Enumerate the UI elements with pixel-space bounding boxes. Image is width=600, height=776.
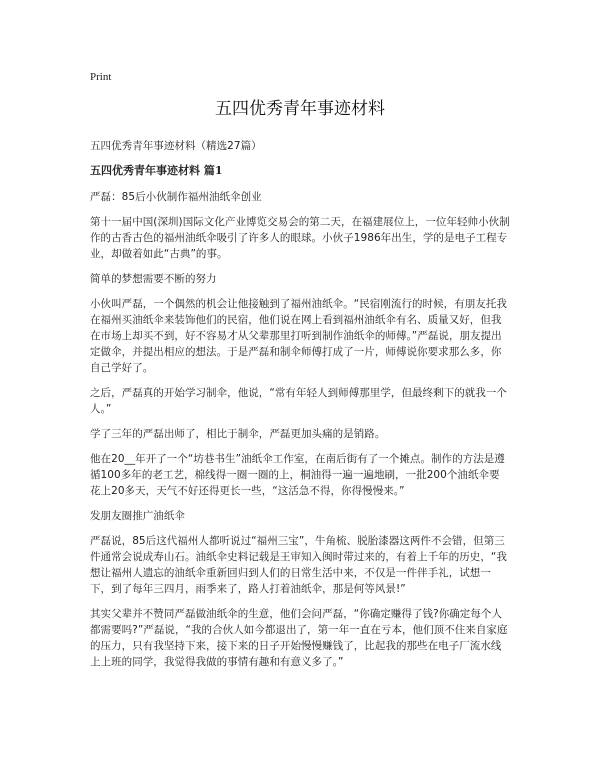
paragraph: 严磊说，85后这代福州人都听说过“福州三宝”，牛角梳、脱胎漆器这两件不会错，但第三件通常会说成寿山石。油纸伞史料记载是王审知入闽时带过来的，有着上千年的历史，“我想让福州人遗忘的油纸伞重新回归到人们的日常生活中来，不仅是一件伴手礼，试想一下，到了每年三四月，雨季来了，路人打着油纸伞，那是何等风景!” bbox=[90, 535, 507, 595]
paragraph: 其实父辈并不赞同严磊做油纸伞的生意，他们会问严磊，“你确定赚得了钱?你确定每个人都需要吗?”严磊说，“我的合伙人如今都退出了，第一年一直在亏本，他们顶不住来自家庭的压力，只有我坚持下来，接下来的日子开始慢慢赚钱了，比起我的那些在电子厂流水线上上班的同学，我觉得我做的事情有趣和有意义多了。” bbox=[90, 608, 508, 668]
subtitle: 五四优秀青年事迹材料（精选27篇） bbox=[90, 140, 262, 152]
paragraph: 简单的梦想需要不断的努力 bbox=[90, 273, 217, 285]
paragraph: 小伙叫严磊，一个偶然的机会让他接触到了福州油纸伞。“民宿刚流行的时候，有朋友托我在福州买油纸伞来装饰他们的民宿，他们说在网上看到福州油纸伞有名、质量又好，但我在市场上却买不到，好不容易才从父辈那里打听到制作油纸伞的师傅。”严磊说，朋友提出定做伞，并提出相应的想法。于是严磊和制伞师傅打成了一片，师傅说你要求那么多，你自己学好了。 bbox=[90, 298, 507, 374]
paragraph: 之后，严磊真的开始学习制伞，他说，“常有年轻人到师傅那里学，但最终剩下的就我一个人。” bbox=[90, 387, 507, 415]
paragraph: 第十一届中国(深圳)国际文化产业博览交易会的第二天，在福建展位上，一位年轻帅小伙制作的古香古色的福州油纸伞吸引了许多人的眼球。小伙子1986年出生，学的是电子工程专业，却做着如此“古典”的事。 bbox=[90, 216, 510, 260]
paragraph: 他在20__年开了一个“坊巷书生”油纸伞工作室，在南后街有了一个摊点。制作的方法是遵循100多年的老工艺，棉线得一圈一圈的上，桐油得一遍一遍地刷，一批200个油纸伞要花上20多天，天气不好还得更长一些，“这活急不得，你得慢慢来。” bbox=[90, 453, 505, 497]
print-link[interactable]: Print bbox=[90, 71, 112, 83]
page-title: 五四优秀青年事迹材料 bbox=[215, 99, 385, 119]
section-title: 五四优秀青年事迹材料 篇1 bbox=[90, 164, 223, 177]
paragraph: 学了三年的严磊出师了，相比于制伞，严磊更加头痛的是销路。 bbox=[90, 428, 386, 440]
paragraph: 发朋友圈推广油纸伞 bbox=[90, 510, 185, 522]
paragraph: 严磊：85后小伙制作福州油纸伞创业 bbox=[90, 191, 262, 203]
